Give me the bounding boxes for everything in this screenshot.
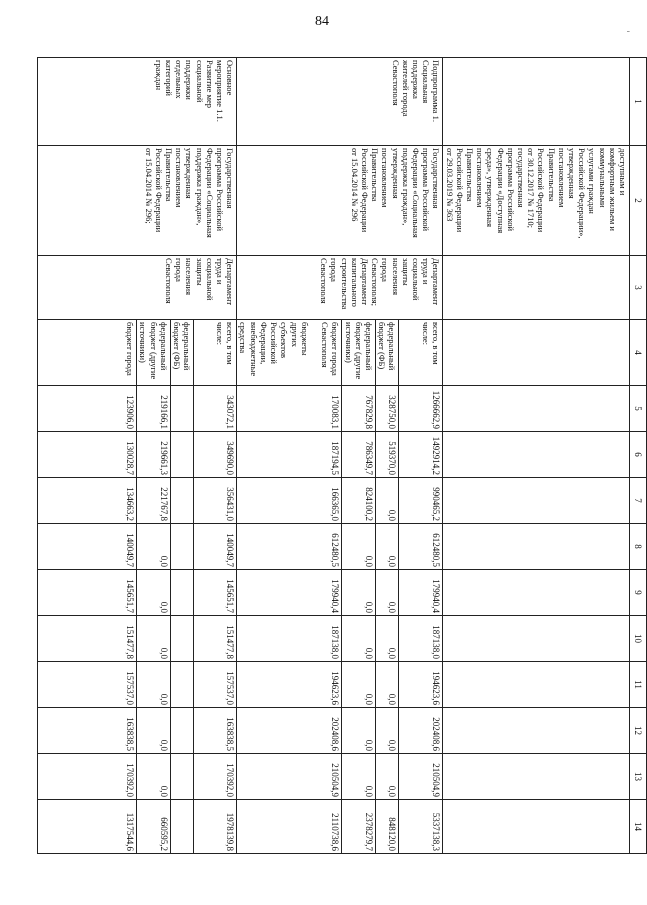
amount-cell: [170, 754, 193, 800]
cell-empty: [443, 708, 630, 754]
amount-cell: 1978139,8: [194, 800, 237, 854]
amount-cell: [170, 616, 193, 662]
amount-cell: 356431,0: [194, 478, 237, 524]
program-text-line: доступным и: [618, 148, 628, 196]
amount-cell: 166365,0: [237, 478, 342, 524]
amount-cell: 0,0: [137, 570, 171, 616]
amount-cell: 0,0: [342, 524, 376, 570]
funding-source-line: бюджет (другие: [148, 322, 159, 380]
subprogram-col3-line: капитального: [349, 258, 360, 307]
column-number: 14: [630, 800, 647, 854]
amount-cell: 0,0: [375, 524, 398, 570]
amount-cell: [170, 432, 193, 478]
subprogram-col3-line: Севастополя;: [370, 258, 381, 307]
cell-empty: [443, 386, 630, 432]
amount-cell: 219166,1: [137, 386, 171, 432]
subprogram-col1: [237, 58, 443, 146]
column-number: 10: [630, 616, 647, 662]
main_measure-col3-line: социальной: [204, 258, 215, 301]
funding-source: [38, 320, 137, 386]
amount-cell: 1492914,2: [399, 432, 443, 478]
subprogram-col3-line: Департамент: [431, 258, 442, 306]
main_measure-col3-line: Севастополя: [164, 258, 175, 304]
funding-source-line: бюджет города: [330, 322, 341, 376]
program-text-line: программа Российской: [505, 148, 516, 232]
main_measure-col3-line: города: [174, 258, 185, 282]
subprogram-col1-line: Севастополя: [390, 60, 401, 106]
amount-cell: 848120,0: [375, 800, 398, 854]
amount-cell: 0,0: [375, 616, 398, 662]
subprogram-col2-line: утвержденная: [390, 148, 401, 199]
table-rotated: [125, 57, 647, 853]
cell-empty: [443, 432, 630, 478]
amount-cell: 157537,0: [194, 662, 237, 708]
program-text-line: Правительства: [546, 148, 557, 202]
amount-cell: 187194,5: [237, 432, 342, 478]
main_measure-col1-line: мероприятие 1.1.: [215, 60, 226, 122]
main_measure-col1-line: поддержки: [184, 60, 195, 100]
main_measure-col2: [38, 146, 237, 256]
amount-cell: 343072,1: [194, 386, 237, 432]
amount-cell: 990465,2: [399, 478, 443, 524]
amount-cell: 0,0: [137, 524, 171, 570]
funding-source-line: источники): [343, 322, 354, 363]
funding-source-line: внебюджетные: [248, 322, 259, 377]
main_measure-col3-line: защиты: [194, 258, 205, 286]
amount-cell: 0,0: [137, 662, 171, 708]
program-text-line: от 29.03.2019 № 363: [444, 148, 455, 222]
main_measure-col1-line: отдельных: [174, 60, 185, 99]
subprogram-col3-line: города: [329, 258, 340, 282]
program-text-line: среда», утвержденная: [485, 148, 496, 227]
cell-empty: [443, 662, 630, 708]
amount-cell: 151477,8: [194, 616, 237, 662]
main_measure-col1-line: граждан: [153, 60, 164, 91]
amount-cell: 0,0: [342, 570, 376, 616]
main_measure-col1: [38, 58, 237, 146]
amount-cell: 2378279,7: [342, 800, 376, 854]
program-text-line: комфортным жильем и: [607, 148, 618, 231]
main_measure-col2-line: поддержка граждан»,: [194, 148, 205, 226]
main_measure-col2-line: программа Российской: [215, 148, 226, 232]
corner-mark: -: [626, 26, 630, 37]
program-text-line: Российской Федерации: [454, 148, 465, 233]
subprogram-col3-line: Севастополя: [319, 258, 330, 304]
amount-cell: 219661,3: [137, 432, 171, 478]
amount-cell: 194623,6: [399, 662, 443, 708]
column-number: 3: [630, 256, 647, 320]
column-number: 12: [630, 708, 647, 754]
amount-cell: 145651,7: [194, 570, 237, 616]
main_measure-col3-line: труда и: [215, 258, 226, 285]
amount-cell: [170, 662, 193, 708]
amount-cell: 612480,5: [399, 524, 443, 570]
subprogram-col3: [237, 256, 443, 320]
subprogram-col2-line: Правительства: [370, 148, 381, 202]
amount-cell: 0,0: [137, 754, 171, 800]
funding-source-line: субъектов: [279, 322, 290, 358]
subprogram-col1-line: поддержка: [410, 60, 421, 99]
funding-source-line: всего, в том: [431, 322, 442, 365]
amount-cell: 163838,5: [38, 708, 137, 754]
page-number: 84: [315, 14, 329, 29]
cell-program-text: [443, 146, 630, 256]
amount-cell: 328750,0: [375, 386, 398, 432]
amount-cell: 767829,8: [342, 386, 376, 432]
column-number: 6: [630, 432, 647, 478]
program-text-line: Правительства: [464, 148, 475, 202]
column-number: 7: [630, 478, 647, 524]
program-text-line: Российской Федерации: [536, 148, 547, 233]
main_measure-col2-line: Государственная: [225, 148, 236, 209]
subprogram-col2: [237, 146, 443, 256]
amount-cell: 0,0: [375, 570, 398, 616]
amount-cell: [170, 478, 193, 524]
main_measure-col3: [38, 256, 237, 320]
amount-cell: 170083,1: [237, 386, 342, 432]
amount-cell: [170, 570, 193, 616]
amount-cell: 519370,0: [375, 432, 398, 478]
program-text-line: Федерации «Доступная: [495, 148, 506, 234]
main_measure-col2-line: утвержденная: [184, 148, 195, 199]
funding-source-line: федеральный: [158, 322, 169, 371]
column-number-row: [630, 58, 647, 854]
budget-table: [37, 57, 647, 854]
table-row: [443, 58, 630, 854]
funding-source: [170, 320, 193, 386]
funding-source-line: Российской: [269, 322, 280, 364]
main_measure-col2-line: Правительства: [164, 148, 175, 202]
amount-cell: 0,0: [137, 616, 171, 662]
main_measure-col1-line: Основное: [225, 60, 236, 96]
subprogram-col2-line: Государственная: [431, 148, 442, 209]
subprogram-col2-line: Российской Федерации: [359, 148, 370, 233]
funding-source-line: числе:: [421, 322, 432, 345]
main_measure-col2-line: Российской Федерации: [153, 148, 164, 233]
amount-cell: 210504,9: [237, 754, 342, 800]
main_measure-col2-line: от 15.04.2014 № 296;: [143, 148, 154, 224]
amount-cell: 0,0: [342, 708, 376, 754]
subprogram-col3-line: труда и: [421, 258, 432, 285]
funding-source-line: числе:: [215, 322, 226, 345]
subprogram-col2-line: от 15.04.2014 № 296: [349, 148, 360, 222]
amount-cell: 202408,6: [237, 708, 342, 754]
cell-empty: [443, 478, 630, 524]
subprogram-col2-line: программа Российской: [421, 148, 432, 232]
amount-cell: 2110738,6: [237, 800, 342, 854]
cell-empty: [443, 58, 630, 146]
table-row: [194, 58, 237, 854]
subprogram-col1-line: жителей города: [400, 60, 411, 117]
cell-empty: [443, 320, 630, 386]
program-text-line: услугами граждан: [587, 148, 598, 214]
amount-cell: 145651,7: [38, 570, 137, 616]
subprogram-col1-line: Социальная: [421, 60, 432, 104]
program-text-line: коммунальными: [597, 148, 608, 208]
cell-empty: [443, 570, 630, 616]
amount-cell: 210504,9: [399, 754, 443, 800]
subprogram-col1-line: Подпрограмма 1.: [431, 60, 442, 122]
amount-cell: 187138,0: [399, 616, 443, 662]
amount-cell: 163838,5: [194, 708, 237, 754]
funding-source-line: федеральный: [182, 322, 193, 371]
amount-cell: 170392,0: [194, 754, 237, 800]
amount-cell: 179940,4: [399, 570, 443, 616]
subprogram-col3-line: города: [380, 258, 391, 282]
program-text-line: государственная: [515, 148, 526, 208]
amount-cell: 134663,2: [38, 478, 137, 524]
funding-source-line: федеральный: [387, 322, 398, 371]
funding-source-line: средства: [238, 322, 249, 354]
funding-source-line: бюджет (другие: [353, 322, 364, 380]
cell-empty: [443, 616, 630, 662]
program-text-line: Российской Федерации»,: [577, 148, 588, 239]
amount-cell: 824100,2: [342, 478, 376, 524]
amount-cell: 123906,0: [38, 386, 137, 432]
amount-cell: 0,0: [342, 616, 376, 662]
funding-source: [137, 320, 171, 386]
cell-empty: [443, 800, 630, 854]
amount-cell: 0,0: [375, 708, 398, 754]
cell-empty: [443, 256, 630, 320]
column-number: 1: [630, 58, 647, 146]
amount-cell: 140049,7: [194, 524, 237, 570]
program-text-line: постановлением: [556, 148, 567, 208]
program-text-line: утвержденная: [566, 148, 577, 199]
amount-cell: 194623,6: [237, 662, 342, 708]
funding-source: [194, 320, 237, 386]
funding-source-line: бюджет (ФБ): [377, 322, 388, 370]
main_measure-col1-line: категорий: [164, 60, 175, 96]
subprogram-col3-line: строительства: [339, 258, 350, 310]
column-number: 5: [630, 386, 647, 432]
funding-source-line: [310, 322, 320, 383]
amount-cell: 660595,2: [137, 800, 171, 854]
main_measure-col3-line: Департамент: [225, 258, 236, 306]
main_measure-col1-line: социальной: [194, 60, 205, 103]
amount-cell: 202408,6: [399, 708, 443, 754]
amount-cell: 1317544,6: [38, 800, 137, 854]
amount-cell: [170, 708, 193, 754]
funding-source-line: федеральный: [363, 322, 374, 371]
amount-cell: 157537,0: [38, 662, 137, 708]
amount-cell: 0,0: [137, 708, 171, 754]
main_measure-col1-line: Развитие мер: [204, 60, 215, 108]
subprogram-col3-line: населения: [390, 258, 401, 295]
column-number: 8: [630, 524, 647, 570]
amount-cell: 1266662,9: [399, 386, 443, 432]
program-text-line: от 30.12.2017 № 1710;: [526, 148, 537, 228]
funding-source-line: Федерации,: [258, 322, 269, 365]
rotated-table-frame: [125, 57, 647, 853]
amount-cell: 151477,8: [38, 616, 137, 662]
amount-cell: 5337138,3: [399, 800, 443, 854]
amount-cell: 0,0: [375, 662, 398, 708]
main_measure-col2-line: постановлением: [174, 148, 185, 208]
cell-empty: [443, 524, 630, 570]
funding-source-line: Севастополя: [320, 322, 331, 368]
column-number: 13: [630, 754, 647, 800]
program-text-line: постановлением: [475, 148, 486, 208]
subprogram-col3-line: защиты: [400, 258, 411, 286]
cell-empty: [443, 754, 630, 800]
amount-cell: 612480,5: [237, 524, 342, 570]
table-row: [399, 58, 443, 854]
subprogram-col3-line: социальной: [410, 258, 421, 301]
main_measure-col3-line: населения: [184, 258, 195, 295]
column-number: 9: [630, 570, 647, 616]
amount-cell: 179940,4: [237, 570, 342, 616]
subprogram-col3-line: Департамент: [359, 258, 370, 306]
funding-source-line: бюджет города: [125, 322, 136, 376]
amount-cell: 140049,7: [38, 524, 137, 570]
amount-cell: 349690,0: [194, 432, 237, 478]
amount-cell: [170, 524, 193, 570]
funding-source-line: бюджет (ФБ): [172, 322, 183, 370]
funding-source: [375, 320, 398, 386]
amount-cell: 0,0: [342, 662, 376, 708]
column-number: 4: [630, 320, 647, 386]
amount-cell: 0,0: [375, 478, 398, 524]
amount-cell: 187138,0: [237, 616, 342, 662]
amount-cell: 0,0: [375, 754, 398, 800]
subprogram-col2-line: поддержка граждан»,: [400, 148, 411, 226]
amount-cell: 221767,8: [137, 478, 171, 524]
column-number: 11: [630, 662, 647, 708]
amount-cell: 170392,0: [38, 754, 137, 800]
funding-source-line: источники): [138, 322, 149, 363]
funding-source-line: других: [289, 322, 300, 347]
amount-cell: 786349,7: [342, 432, 376, 478]
amount-cell: 130028,7: [38, 432, 137, 478]
funding-source: [342, 320, 376, 386]
funding-source: [237, 320, 342, 386]
funding-source-line: бюджеты: [299, 322, 310, 356]
funding-source: [399, 320, 443, 386]
amount-cell: [170, 800, 193, 854]
main_measure-col2-line: Федерации «Социальная: [204, 148, 215, 238]
amount-cell: 0,0: [342, 754, 376, 800]
subprogram-col2-line: Федерации «Социальная: [410, 148, 421, 238]
column-number: 2: [630, 146, 647, 256]
funding-source-line: всего, в том: [225, 322, 236, 365]
subprogram-col2-line: постановлением: [380, 148, 391, 208]
amount-cell: [170, 386, 193, 432]
